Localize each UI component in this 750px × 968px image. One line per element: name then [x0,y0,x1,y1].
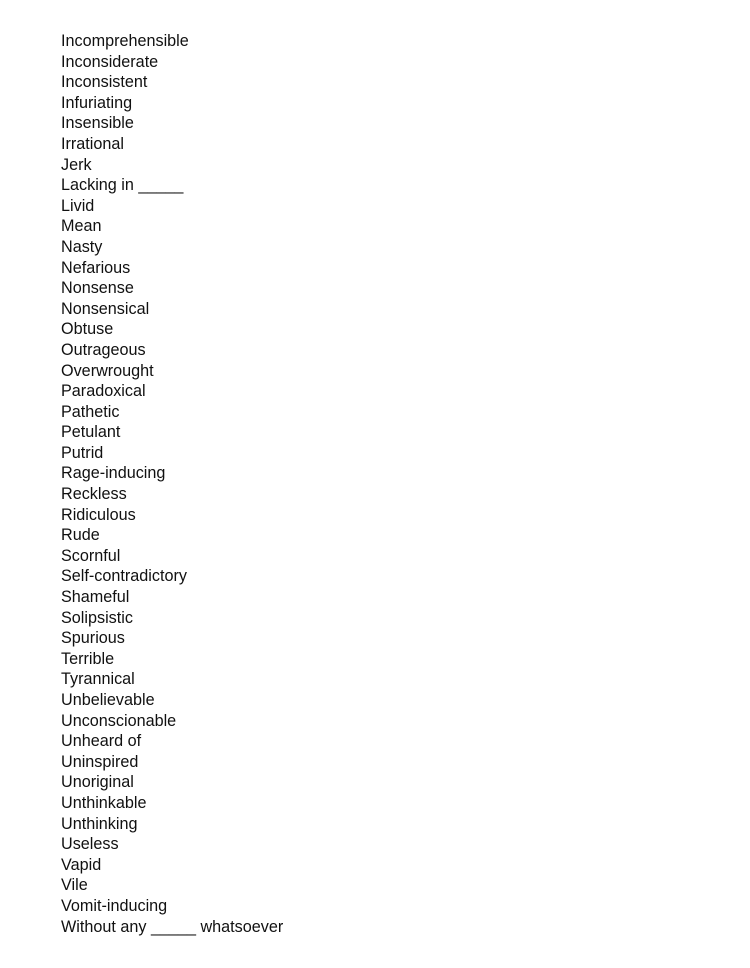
list-item: Vapid [61,855,102,874]
list-item: Without any _____ whatsoever [61,917,284,936]
list-item: Nonsensical [61,299,150,318]
list-item: Unbelievable [61,691,155,709]
list-item: Paradoxical [61,382,146,401]
list-item: Inconsistent [61,73,148,92]
list-item: Unheard of [61,732,142,751]
list-item: Spurious [61,629,125,648]
list-item: Useless [61,835,119,854]
list-item: Reckless [61,485,127,504]
list-item: Outrageous [61,340,146,359]
list-item: Pathetic [61,402,120,421]
list-item: Vomit-inducing [61,896,168,915]
list-item: Jerk [61,155,92,174]
list-item: Unthinking [61,814,138,833]
list-item: Insensible [61,114,134,133]
list-item: Uninspired [61,752,139,771]
list-item: Nasty [61,237,103,256]
list-item: Overwrought [61,361,154,380]
list-item: Self-contradictory [61,567,187,586]
list-item: Livid [61,196,95,215]
list-item: Lacking in _____ [61,176,184,195]
list-item: Solipsistic [61,608,133,627]
list-item: Mean [61,217,102,236]
list-item: Petulant [61,423,121,442]
list-item: Tyrannical [61,670,135,689]
list-item: Ridiculous [61,505,136,524]
list-item: Infuriating [61,93,133,112]
list-item: Rude [61,526,100,545]
list-item: Unoriginal [61,773,134,792]
list-item: Shameful [61,588,130,607]
list-item: Terrible [61,649,115,668]
list-item: Putrid [61,443,104,462]
word-list [61,31,283,937]
list-item: Irrational [61,134,124,153]
list-item: Vile [61,876,88,895]
list-item: Incomprehensible [61,32,189,50]
list-item: Inconsiderate [61,52,159,71]
list-item: Unconscionable [61,711,177,730]
list-item: Nonsense [61,279,134,298]
list-item: Unthinkable [61,793,147,812]
list-item: Obtuse [61,320,114,339]
list-item: Scornful [61,546,121,565]
list-item: Rage-inducing [61,464,166,483]
list-item: Nefarious [61,258,131,277]
